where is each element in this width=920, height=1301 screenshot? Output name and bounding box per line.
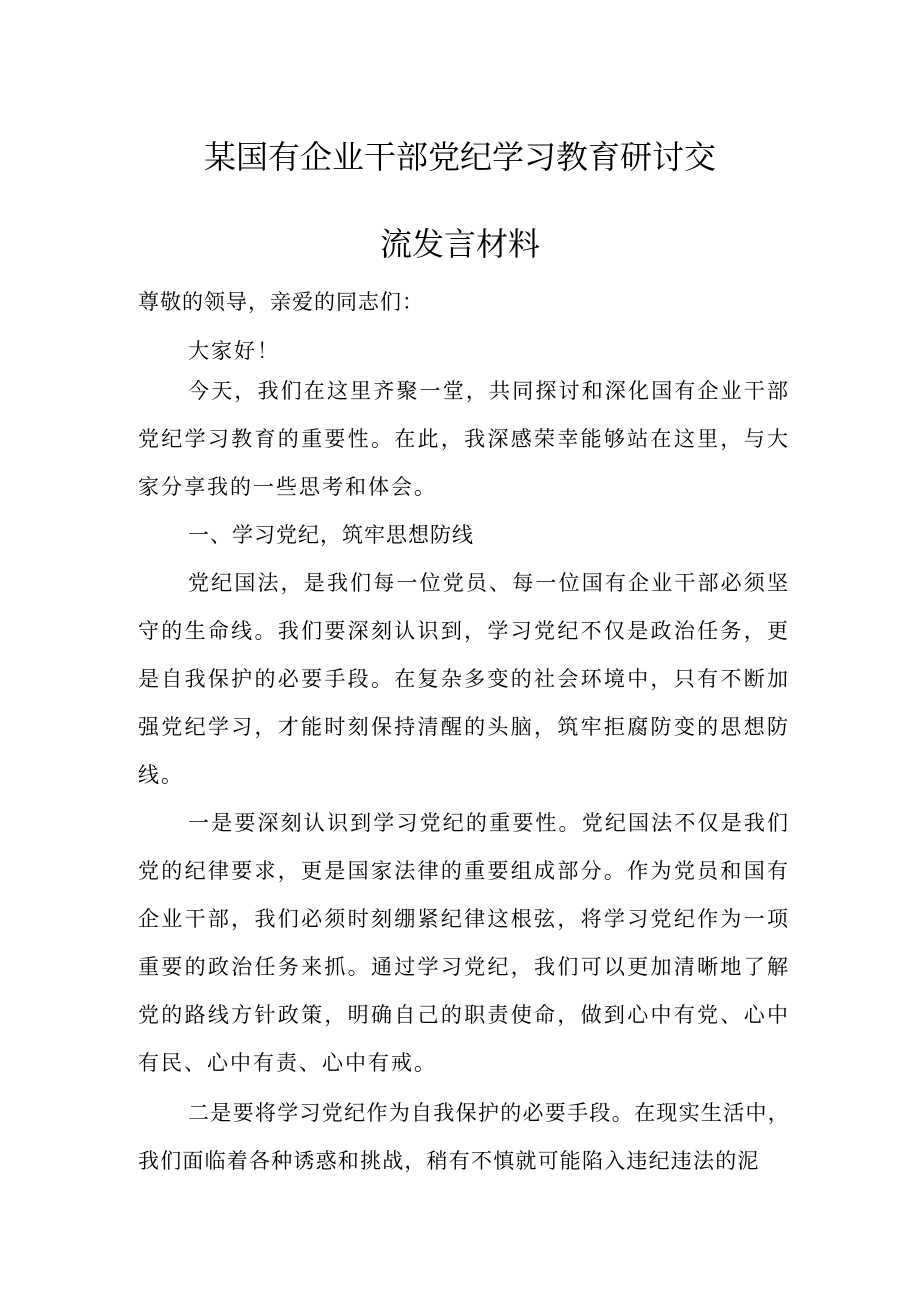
salutation: 尊敬的领导，亲爱的同志们： bbox=[138, 290, 424, 314]
greeting: 大家好！ bbox=[188, 339, 280, 363]
paragraph-point-1: 一是要深刻认识到学习党纪的重要性。党纪国法不仅是我们党的纪律要求，更是国家法律的重要组成部分。作为党员和国有企业干部，我们必须时刻绷紧纪律这根弦，将学习党纪作为一项重要的政治任务来抓。通过学习党纪，我们可以更加清晰地了解党的路线方针政策，明确自己的职责使命，做到心中有党、心中有民、心中有责、心中有戒。 bbox=[138, 811, 790, 1075]
section-heading-1: 一、学习党纪，筑牢思想防线 bbox=[188, 523, 474, 547]
paragraph-section-1: 党纪国法，是我们每一位党员、每一位国有企业干部必须坚守的生命线。我们要深刻认识到，学习党纪不仅是政治任务，更是自我保护的必要手段。在复杂多变的社会环境中，只有不断加强党纪学习，才能时刻保持清醒的头脑，筑牢拒腐防变的思想防线。 bbox=[138, 571, 790, 787]
paragraph-intro: 今天，我们在这里齐聚一堂，共同探讨和深化国有企业干部党纪学习教育的重要性。在此，我深感荣幸能够站在这里，与大家分享我的一些思考和体会。 bbox=[138, 379, 790, 499]
document-title-line-1: 某国有企业干部党纪学习教育研讨交 bbox=[203, 138, 716, 176]
document-title-line-2: 流发言材料 bbox=[379, 225, 540, 263]
paragraph-point-2: 二是要将学习党纪作为自我保护的必要手段。在现实生活中，我们面临着各种诱惑和挑战，稍有不慎就可能陷入违纪违法的泥 bbox=[138, 1101, 790, 1173]
